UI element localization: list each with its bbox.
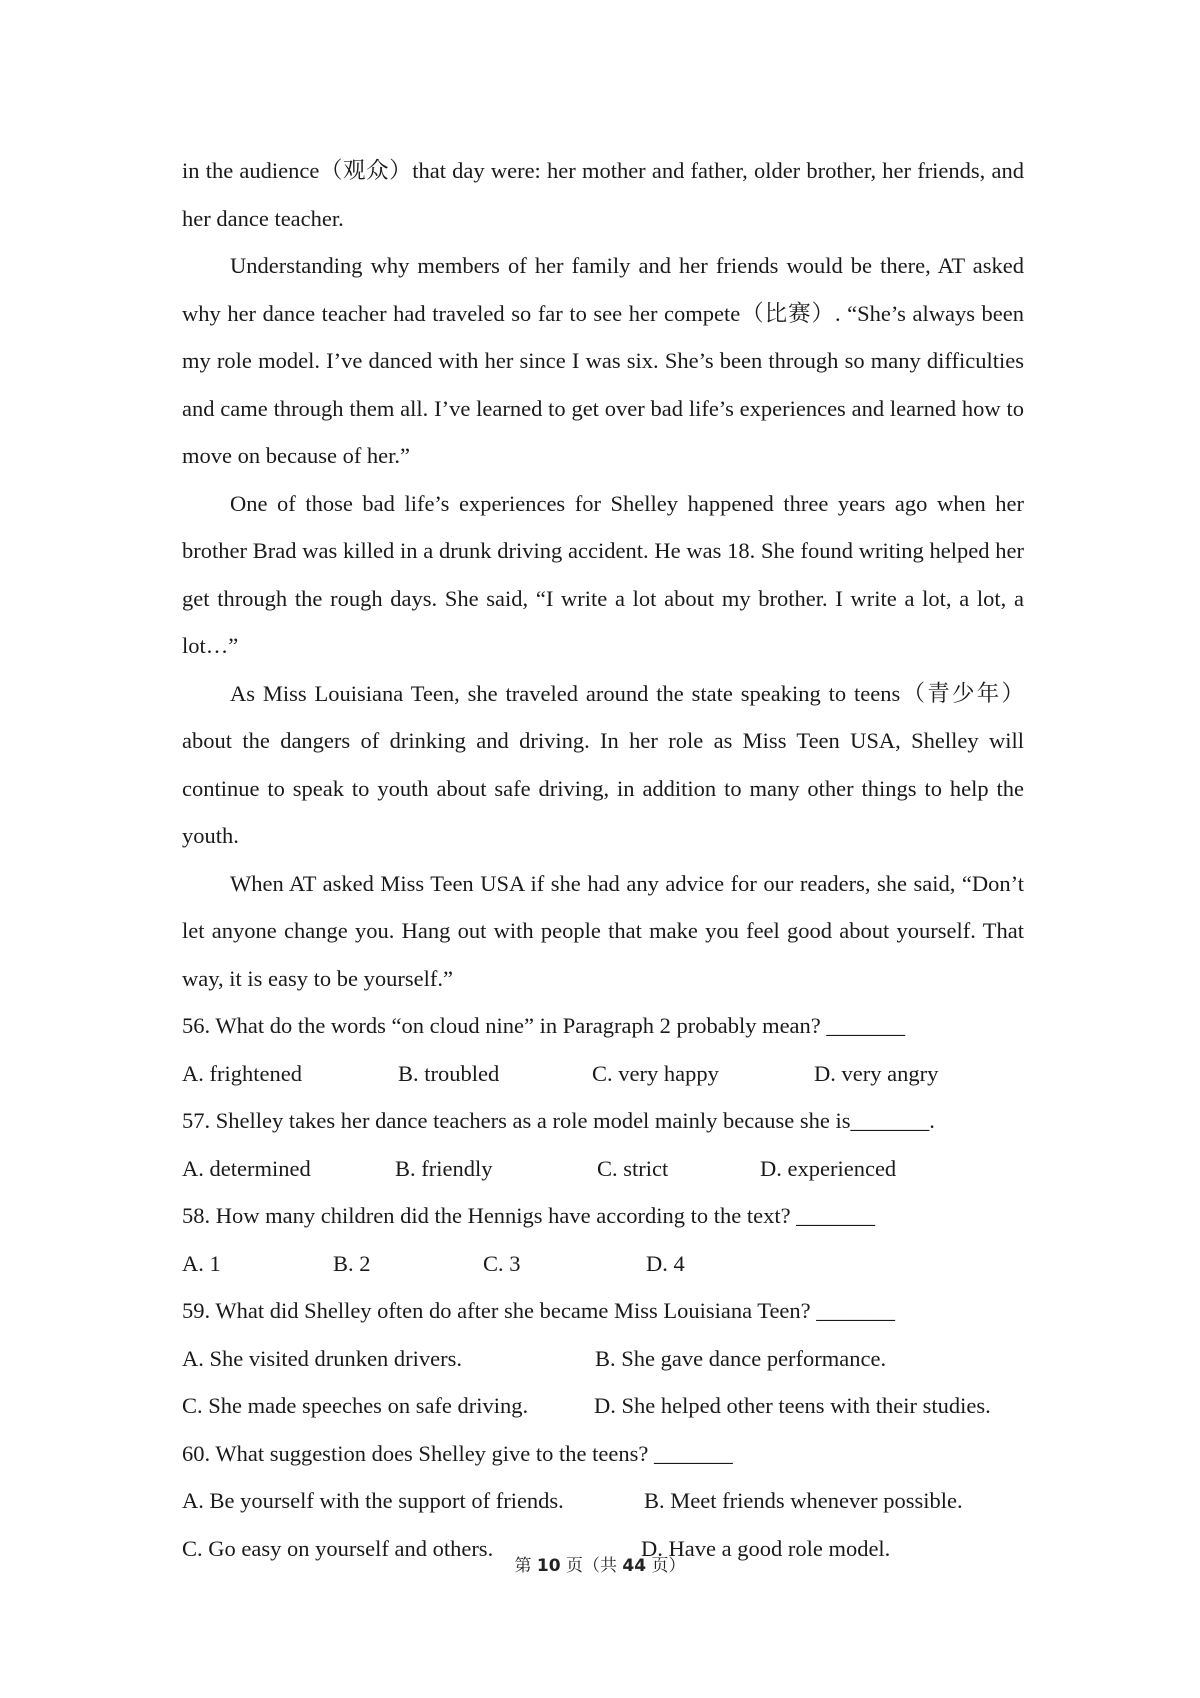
passage-paragraph: in the audience（观众）that day were: her mother and father, older brother, her friends, and her dance teacher. xyxy=(182,158,1024,231)
question-stem: 60. What suggestion does Shelley give to the teens? _______ xyxy=(182,1440,733,1466)
footer-total-pages: 44 xyxy=(622,1556,647,1576)
option-a: A. determined xyxy=(182,1155,311,1181)
option-b: B. She gave dance performance. xyxy=(595,1345,887,1371)
passage-paragraph: Understanding why members of her family and her friends would be there, AT asked why her dance teacher had traveled so far to see her compete（比赛）. “She’s always been my role model. I’ve danced with her since I was six. She’s been through so many difficulties and came through them all. I’ve learned to get over bad life’s experiences and learned how to move on because of her.” xyxy=(182,253,1024,468)
question-stem: 56. What do the words “on cloud nine” in Paragraph 2 probably mean? _______ xyxy=(182,1013,906,1038)
option-d: D. experienced xyxy=(760,1155,897,1181)
option-d: D. Have a good role model. xyxy=(641,1535,891,1561)
option-c: C. 3 xyxy=(483,1250,521,1276)
option-b: B. 2 xyxy=(333,1250,371,1276)
footer-middle: 页（共 xyxy=(566,1556,617,1576)
footer-page-number: 10 xyxy=(536,1556,561,1576)
question-stem: 59. What did Shelley often do after she became Miss Louisiana Teen? _______ xyxy=(182,1298,896,1323)
option-a: A. Be yourself with the support of friends. xyxy=(182,1488,564,1513)
question-stem: 57. Shelley takes her dance teachers as a role model mainly because she is_______. xyxy=(182,1108,935,1133)
page-footer xyxy=(0,1551,1200,1576)
option-d: D. She helped other teens with their studies. xyxy=(594,1393,991,1418)
answer-options xyxy=(182,1145,1024,1193)
footer-suffix: 页） xyxy=(651,1556,686,1576)
option-a: A. She visited drunken drivers. xyxy=(182,1345,462,1371)
passage-paragraph: One of those bad life’s experiences for Shelley happened three years ago when her brother Brad was killed in a drunk driving accident. He was 18. She found writing helped her get through the rough days. She said, “I write a lot about my brother. I write a lot, a lot, a lot…” xyxy=(182,490,1024,658)
option-b: B. friendly xyxy=(395,1155,493,1181)
option-c: C. strict xyxy=(597,1155,669,1181)
answer-options xyxy=(182,1477,1024,1525)
answer-options xyxy=(182,1382,1024,1430)
option-d: D. 4 xyxy=(646,1250,685,1276)
page-content xyxy=(182,147,1024,1572)
question-stem: 58. How many children did the Hennigs have according to the text? _______ xyxy=(182,1203,875,1228)
passage-paragraph: When AT asked Miss Teen USA if she had any advice for our readers, she said, “Don’t let anyone change you. Hang out with people that make you feel good about yourself. That way, it is easy to be yourself.” xyxy=(182,870,1024,991)
option-b: B. troubled xyxy=(398,1060,500,1086)
answer-options xyxy=(182,1240,1024,1288)
answer-options xyxy=(182,1335,1024,1383)
option-b: B. Meet friends whenever possible. xyxy=(644,1488,963,1513)
footer-prefix: 第 xyxy=(514,1556,532,1576)
option-c: C. She made speeches on safe driving. xyxy=(182,1393,529,1418)
option-d: D. very angry xyxy=(814,1060,939,1086)
option-a: A. frightened xyxy=(182,1060,302,1086)
option-c: C. Go easy on yourself and others. xyxy=(182,1535,494,1561)
passage-paragraph: As Miss Louisiana Teen, she traveled around the state speaking to teens（青少年）about the dangers of drinking and driving. In her role as Miss Teen USA, Shelley will continue to speak to youth about safe driving, in addition to many other things to help the youth. xyxy=(182,680,1024,848)
option-c: C. very happy xyxy=(592,1060,719,1086)
answer-options xyxy=(182,1050,1024,1098)
option-a: A. 1 xyxy=(182,1250,221,1276)
